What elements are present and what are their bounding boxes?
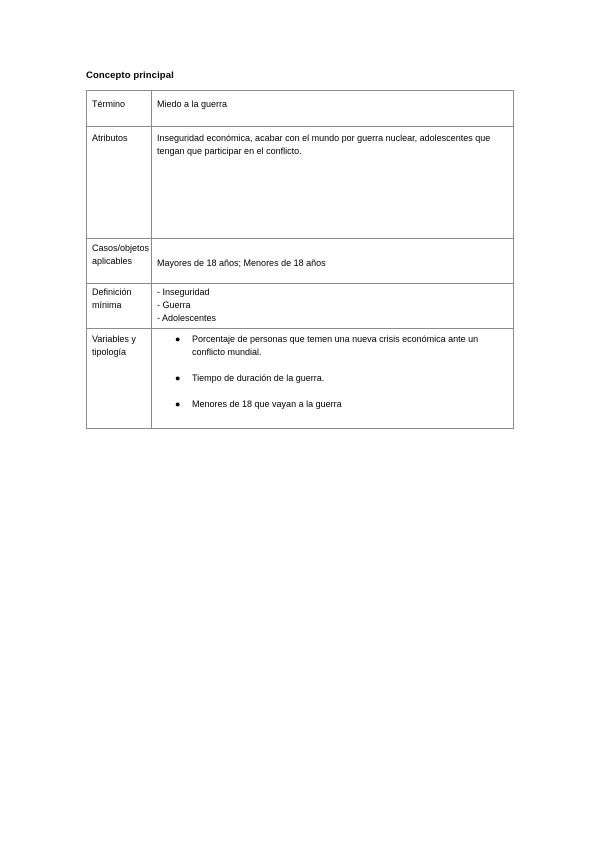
row-value [152, 284, 514, 329]
table-row-definicion [87, 284, 514, 329]
bullet-icon: ● [175, 334, 181, 344]
concept-table [86, 90, 514, 429]
atributos-value: Inseguridad económica, acabar con el mundo por guerra nuclear, adolescentes que tengan que participar en el conflicto. [157, 133, 491, 156]
row-value [152, 91, 514, 127]
document-heading: Concepto principal [86, 70, 174, 81]
casos-value: Mayores de 18 años; Menores de 18 años [157, 258, 326, 268]
table-row-termino [87, 91, 514, 127]
definicion-list [157, 286, 508, 325]
table-row-variables [87, 329, 514, 429]
list-item: - Guerra [157, 299, 508, 312]
row-value [152, 329, 514, 429]
row-label: Casos/objetos aplicables [87, 239, 152, 284]
bullet-icon: ● [175, 373, 181, 383]
list-item [175, 398, 508, 411]
row-label: Atributos [87, 127, 152, 239]
row-label: Variables y tipología [87, 329, 152, 429]
table-row-atributos [87, 127, 514, 239]
bullet-icon: ● [175, 399, 181, 409]
list-item [175, 372, 508, 385]
variables-list [157, 333, 508, 411]
list-item-text: Tiempo de duración de la guerra. [192, 373, 325, 383]
list-item: - Adolescentes [157, 312, 508, 325]
row-label: Término [87, 91, 152, 127]
list-item-text: Menores de 18 que vayan a la guerra [192, 399, 342, 409]
row-label: Definición mínima [87, 284, 152, 329]
list-item [175, 333, 508, 359]
table-row-casos [87, 239, 514, 284]
termino-value: Miedo a la guerra [157, 99, 228, 109]
list-item-text: Porcentaje de personas que temen una nueva crisis económica ante un conflicto mundial. [192, 334, 479, 357]
list-item: - Inseguridad [157, 286, 508, 299]
row-value [152, 239, 514, 284]
row-value [152, 127, 514, 239]
